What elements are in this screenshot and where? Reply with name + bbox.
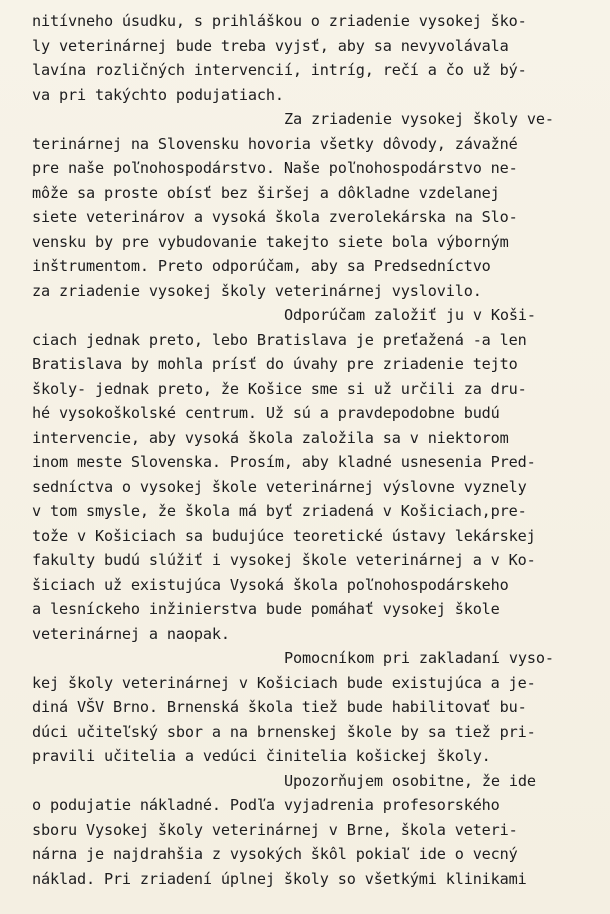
text-line: sedníctva o vysokej škole veterinárnej výslovne vyznely xyxy=(32,477,527,496)
text-line: ly veterinárnej bude treba vyjsť, aby sa nevyvolávala xyxy=(32,36,509,55)
text-line: intervencie, aby vysoká škola založila sa v niektorom xyxy=(32,428,509,447)
text-line: Bratislava by mohla prísť do úvahy pre zriadenie tejto xyxy=(32,355,518,373)
text-line: dúci učiteľský sbor a na brnenskej škole by sa tiež pri- xyxy=(32,722,536,741)
text-line: inštrumentom. Preto odporúčam, aby sa Predsedníctvo xyxy=(32,257,491,275)
text-line: nárna je najdrahšia z vysokých škôl pokiaľ ide o vecný xyxy=(32,845,518,863)
text-line: Pomocníkom pri zakladaní vyso- xyxy=(284,649,554,667)
text-line: siete veterinárov a vysoká škola zverolekárska na Slo- xyxy=(32,208,518,226)
text-line: terinárnej na Slovensku hovoria všetky dôvody, závažné xyxy=(32,134,518,153)
text-line: šiciach už existujúca Vysoká škola poľnohospodárskeho xyxy=(32,575,509,594)
text-line: Za zriadenie vysokej školy ve- xyxy=(284,110,554,128)
text-line: pravili učitelia a vedúci činitelia košickej školy. xyxy=(32,747,491,765)
text-line: nitívneho úsudku, s prihláškou o zriadenie vysokej ško- xyxy=(32,12,527,30)
text-line: a lesníckeho inžinierstva bude pomáhať vysokej škole xyxy=(32,600,500,618)
text-line: inom meste Slovenska. Prosím, aby kladné usnesenia Pred- xyxy=(32,453,536,471)
text-line: kej školy veterinárnej v Košiciach bude existujúca a je- xyxy=(32,673,536,692)
text-line: školy- jednak preto, že Košice sme si už určili za dru- xyxy=(32,379,527,398)
text-line: pre naše poľnohospodárstvo. Naše poľnohospodárstvo ne- xyxy=(32,159,518,177)
text-line: vensku by pre vybudovanie takejto siete bola výborným xyxy=(32,232,509,251)
text-line: môže sa proste obísť bez širšej a dôkladne vzdelanej xyxy=(32,183,500,202)
text-line: v tom smysle, že škola má byť zriadená v Košiciach,pre- xyxy=(32,502,527,520)
text-line: ciach jednak preto, lebo Bratislava je preťažená -a len xyxy=(32,330,527,349)
text-line: va pri takýchto podujatiach. xyxy=(32,85,284,104)
text-line: diná VŠV Brno. Brnenská škola tiež bude habilitovať bu- xyxy=(32,698,527,716)
text-line: lavína rozličných intervencií, intríg, rečí a čo už bý- xyxy=(32,61,527,79)
text-line: za zriadenie vysokej školy veterinárnej vyslovilo. xyxy=(32,281,482,300)
text-line: hé vysokoškolské centrum. Už sú a pravdepodobne budú xyxy=(32,404,500,422)
text-line: Odporúčam založiť ju v Koši- xyxy=(284,306,536,324)
text-line: o podujatie nákladné. Podľa vyjadrenia profesorského xyxy=(32,796,500,814)
text-line: veterinárnej a naopak. xyxy=(32,624,230,643)
text-line: tože v Košiciach sa budujúce teoretické ústavy lekárskej xyxy=(32,526,536,545)
text-line: fakulty budú slúžiť i vysokej škole veterinárnej a v Ko- xyxy=(32,551,536,569)
text-line: Upozorňujem osobitne, že ide xyxy=(284,771,536,790)
text-line: náklad. Pri zriadení úplnej školy so všetkými klinikami xyxy=(32,869,527,888)
text-line: sboru Vysokej školy veterinárnej v Brne, škola veteri- xyxy=(32,820,518,839)
typewritten-text xyxy=(32,9,598,891)
